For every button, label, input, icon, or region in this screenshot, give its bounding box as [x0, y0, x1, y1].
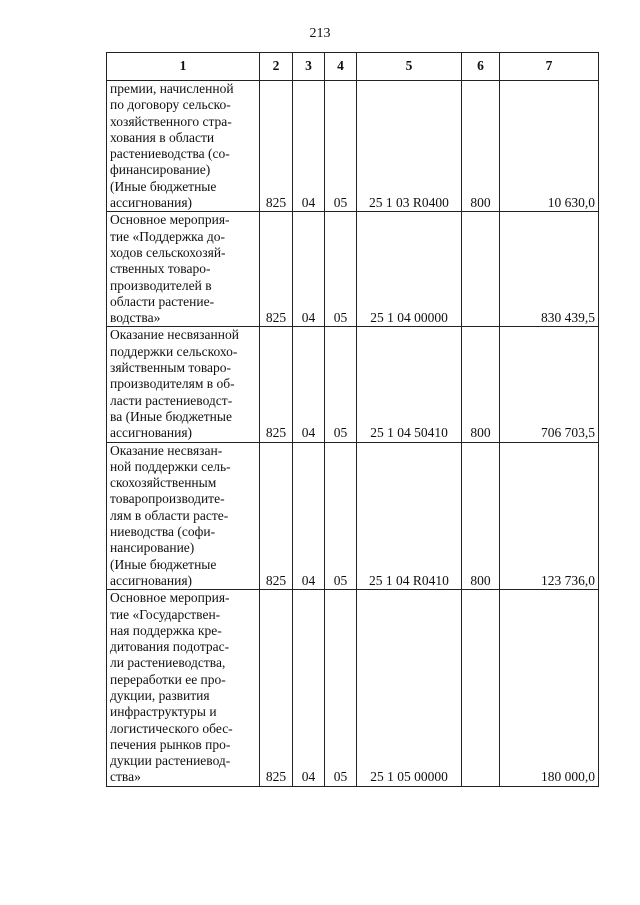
row-name-line: печения рынков про- — [110, 736, 231, 752]
target-article-cell: 25 1 03 R0400 — [357, 81, 462, 212]
column-header-4: 4 — [325, 53, 357, 81]
section-code-cell: 04 — [293, 442, 325, 590]
row-name-line: по договору сельско- — [110, 97, 231, 113]
ministry-code-cell: 825 — [260, 81, 293, 212]
row-name-line: ассигнования) — [110, 425, 193, 441]
row-name-line: Оказание несвязанной — [110, 327, 239, 343]
row-name-line: поддержки сельскохо- — [110, 343, 238, 359]
row-name-line: товаропроизводите- — [110, 491, 225, 507]
row-name-line: хования в области — [110, 129, 215, 145]
row-name-line: ства» — [110, 769, 141, 785]
row-name-line: (Иные бюджетные — [110, 178, 217, 194]
row-name-line: инфраструктуры и — [110, 704, 217, 720]
ministry-code-cell: 825 — [260, 327, 293, 442]
section-code-cell: 04 — [293, 212, 325, 327]
amount-cell: 123 736,0 — [500, 442, 599, 590]
column-header-6: 6 — [462, 53, 500, 81]
column-header-5: 5 — [357, 53, 462, 81]
row-name-line: дукции растениевод- — [110, 753, 231, 769]
expense-type-cell: 800 — [462, 442, 500, 590]
row-name-cell — [107, 442, 260, 590]
row-name-line: ниеводства (софи- — [110, 524, 216, 540]
row-name-line: области растение- — [110, 293, 215, 309]
subsection-code-cell: 05 — [325, 81, 357, 212]
row-name-cell — [107, 590, 260, 787]
table-row — [107, 81, 599, 212]
row-name-line: (Иные бюджетные — [110, 556, 217, 572]
amount-cell: 10 630,0 — [500, 81, 599, 212]
page-number: 213 — [309, 26, 331, 41]
row-name-line: Оказание несвязан- — [110, 442, 223, 458]
amount-cell: 180 000,0 — [500, 590, 599, 787]
row-name-line: премии, начисленной — [110, 81, 234, 96]
expense-type-cell: 800 — [462, 81, 500, 212]
row-name-line: Основное мероприя- — [110, 212, 230, 228]
row-name-line: водства» — [110, 310, 161, 326]
column-header-3: 3 — [293, 53, 325, 81]
amount-cell: 830 439,5 — [500, 212, 599, 327]
row-name-line: ассигнования) — [110, 572, 193, 588]
ministry-code-cell: 825 — [260, 442, 293, 590]
target-article-cell: 25 1 04 00000 — [357, 212, 462, 327]
table-row — [107, 327, 599, 442]
row-name-line: производителям в об- — [110, 376, 235, 392]
target-article-cell: 25 1 05 00000 — [357, 590, 462, 787]
row-name-cell — [107, 81, 260, 212]
row-name-line: ной поддержки сель- — [110, 458, 231, 474]
row-name-line: тие «Государствен- — [110, 606, 221, 622]
row-name-line: дукции, развития — [110, 687, 210, 703]
subsection-code-cell: 05 — [325, 590, 357, 787]
column-header-1: 1 — [107, 53, 260, 81]
column-header-7: 7 — [500, 53, 599, 81]
row-name-cell — [107, 212, 260, 327]
row-name-line: ассигнования) — [110, 195, 193, 211]
row-name-line: Основное мероприя- — [110, 590, 230, 606]
row-name-line: дитования подотрас- — [110, 639, 230, 655]
subsection-code-cell: 05 — [325, 327, 357, 442]
row-name-line: скохозяйственным — [110, 475, 217, 491]
section-code-cell: 04 — [293, 590, 325, 787]
table-row — [107, 590, 599, 787]
row-name-line: ная поддержка кре- — [110, 622, 222, 638]
row-name-line: ва (Иные бюджетные — [110, 408, 232, 424]
table-row — [107, 442, 599, 590]
row-name-line: ходов сельскохозяй- — [110, 244, 226, 260]
section-code-cell: 04 — [293, 81, 325, 212]
row-name-line: хозяйственного стра- — [110, 113, 232, 129]
row-name-line: лям в области расте- — [110, 507, 229, 523]
section-code-cell: 04 — [293, 327, 325, 442]
subsection-code-cell: 05 — [325, 212, 357, 327]
ministry-code-cell: 825 — [260, 590, 293, 787]
amount-cell: 706 703,5 — [500, 327, 599, 442]
header-row — [107, 53, 599, 81]
table-row — [107, 212, 599, 327]
expense-type-cell — [462, 212, 500, 327]
row-name-line: логистического обес- — [110, 720, 233, 736]
column-header-2: 2 — [260, 53, 293, 81]
target-article-cell: 25 1 04 50410 — [357, 327, 462, 442]
ministry-code-cell: 825 — [260, 212, 293, 327]
row-name-cell — [107, 327, 260, 442]
row-name-line: растениеводства (со- — [110, 146, 230, 162]
expense-type-cell — [462, 590, 500, 787]
subsection-code-cell: 05 — [325, 442, 357, 590]
row-name-line: финансирование) — [110, 162, 211, 178]
row-name-line: производителей в — [110, 277, 212, 293]
row-name-line: нансирование) — [110, 540, 195, 556]
target-article-cell: 25 1 04 R0410 — [357, 442, 462, 590]
row-name-line: ли растениеводства, — [110, 655, 226, 671]
row-name-line: переработки ее про- — [110, 671, 226, 687]
row-name-line: зяйственным товаро- — [110, 360, 232, 376]
row-name-line: ственных товаро- — [110, 261, 211, 277]
budget-table — [106, 52, 599, 787]
expense-type-cell: 800 — [462, 327, 500, 442]
row-name-line: тие «Поддержка до- — [110, 228, 225, 244]
row-name-line: ласти растениеводст- — [110, 392, 233, 408]
